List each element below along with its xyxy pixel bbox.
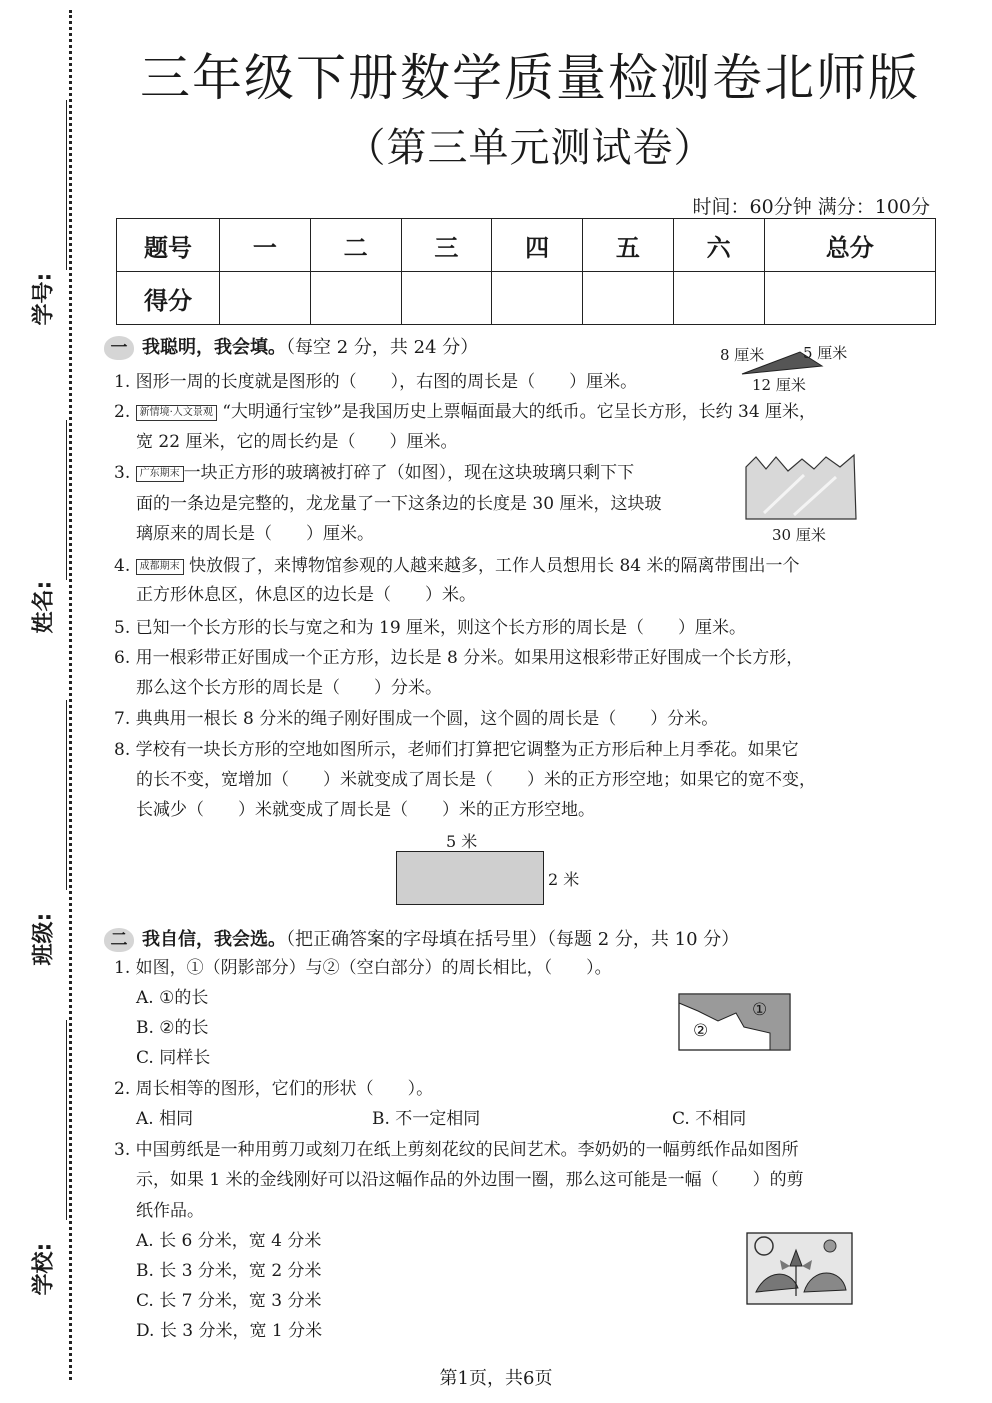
- score-header-cell: 四: [492, 219, 583, 272]
- student-name-label: 姓名:: [31, 580, 57, 634]
- s2-q2-option-b[interactable]: B. 不一定相同: [372, 1109, 481, 1129]
- s1-q3-line2: 面的一条边是完整的，龙龙量了一下这条边的长度是 30 厘米，这块玻: [136, 494, 662, 514]
- s1-question-5: 5. 已知一个长方形的长与宽之和为 19 厘米，则这个长方形的周长是（ ）厘米。: [114, 618, 747, 638]
- section1-note: （每空 2 分，共 24 分）: [286, 337, 479, 358]
- s1-q2-number: 2.: [114, 402, 131, 422]
- binding-dash-line: [69, 10, 72, 1380]
- score-input-cell[interactable]: [220, 272, 311, 325]
- s1-q4-line1: 快放假了，来博物馆参观的人越来越多，工作人员想用长 84 米的隔离带围出一个: [189, 556, 800, 576]
- rectangle-figure: [396, 851, 544, 905]
- score-input-cell[interactable]: [401, 272, 492, 325]
- page-subtitle: （第三单元测试卷）: [345, 125, 715, 171]
- s2-q3-option-a[interactable]: A. 长 6 分米，宽 4 分米: [136, 1231, 322, 1251]
- s1-q8-line3: 长减少（ ）米就变成了周长是（ ）米的正方形空地。: [136, 800, 595, 820]
- s1-q3-line1: 一块正方形的玻璃被打碎了（如图），现在这块玻璃只剩下下: [183, 463, 635, 483]
- s2-q1-option-a[interactable]: A. ①的长: [136, 988, 209, 1008]
- s2-q3-option-d[interactable]: D. 长 3 分米，宽 1 分米: [136, 1321, 323, 1341]
- section1-badge: 一: [104, 336, 134, 360]
- class-line[interactable]: [66, 700, 67, 890]
- s1-question-6: 6. 用一根彩带正好围成一个正方形，边长是 8 分米。如果用这根彩带正好围成一个长方形，: [114, 648, 804, 668]
- triangle-label-left: 8 厘米: [720, 346, 765, 364]
- time-info: 时间：60分钟 满分：100分: [692, 196, 930, 218]
- student-id-field: [22, 90, 62, 330]
- s1-q8-line2: 的长不变，宽增加（ ）米就变成了周长是（ ）米的正方形空地；如果它的宽不变，: [136, 770, 816, 790]
- score-header-cell: 题号: [117, 219, 220, 272]
- s1-question-1: 1. 图形一周的长度就是图形的（ ），右图的周长是（ ）厘米。: [114, 372, 638, 392]
- s2-question-3: 3. 中国剪纸是一种用剪刀或刻刀在纸上剪刻花纹的民间艺术。李奶奶的一幅剪纸作品如图所: [114, 1140, 799, 1160]
- page-footer: 第1页，共6页: [439, 1368, 553, 1389]
- s1-q2-line2: 宽 22 厘米，它的周长约是（ ）厘米。: [136, 432, 458, 452]
- s2-q3-line3: 纸作品。: [136, 1201, 204, 1221]
- score-table: [116, 218, 936, 325]
- s1-question-7: 7. 典典用一根长 8 分米的绳子刚好围成一个圆，这个圆的周长是（ ）分米。: [114, 709, 719, 729]
- s2-question-1: 1. 如图，①（阴影部分）与②（空白部分）的周长相比，（ ）。: [114, 958, 612, 978]
- region-1-label: ①: [752, 1000, 768, 1020]
- broken-glass-figure: [744, 453, 860, 521]
- s1-q3-tag: 广东期末: [136, 466, 184, 482]
- s1-q4-line2: 正方形休息区，休息区的边长是（ ）米。: [136, 585, 476, 605]
- s1-question-4: [114, 551, 800, 581]
- s2-q1-option-b[interactable]: B. ②的长: [136, 1018, 209, 1038]
- score-header-cell: 五: [583, 219, 674, 272]
- student-name-field: [22, 400, 62, 640]
- s1-q6-line2: 那么这个长方形的周长是（ ）分米。: [136, 678, 442, 698]
- student-id-label: 学号:: [31, 272, 57, 326]
- score-table-header-row: [117, 219, 936, 272]
- score-input-cell[interactable]: [492, 272, 583, 325]
- score-table-score-row: [117, 272, 936, 325]
- score-input-cell[interactable]: [673, 272, 764, 325]
- page-title: 三年级下册数学质量检测卷北师版: [140, 49, 920, 107]
- section2-title: 我自信，我会选。: [142, 929, 286, 950]
- s2-q3-option-c[interactable]: C. 长 7 分米，宽 3 分米: [136, 1291, 322, 1311]
- s1-q3-line3: 璃原来的周长是（ ）厘米。: [136, 524, 374, 544]
- s2-q2-option-c[interactable]: C. 不相同: [672, 1109, 747, 1129]
- section2-badge: 二: [104, 928, 134, 952]
- score-header-cell: 六: [673, 219, 764, 272]
- section1-heading: [104, 333, 478, 360]
- s1-question-2: [114, 397, 816, 427]
- s1-question-8: 8. 学校有一块长方形的空地如图所示，老师们打算把它调整为正方形后种上月季花。如果它: [114, 740, 799, 760]
- s2-q1-option-c[interactable]: C. 同样长: [136, 1048, 211, 1068]
- glass-label: 30 厘米: [772, 526, 826, 544]
- s1-q4-number: 4.: [114, 556, 131, 576]
- score-row-label: 得分: [117, 272, 220, 325]
- class-label: 班级:: [31, 912, 57, 966]
- section2-note: （把正确答案的字母填在括号里）（每题 2 分，共 10 分）: [286, 929, 740, 950]
- s1-q4-tag: 成都期末: [136, 559, 184, 575]
- paper-cut-artwork: [746, 1232, 854, 1306]
- s1-q2-line1: “大明通行宝钞”是我国历史上票幅面最大的纸币。它呈长方形，长约 34 厘米，: [222, 402, 817, 422]
- s1-question-3: [114, 458, 634, 488]
- rect-label-right: 2 米: [548, 870, 580, 889]
- school-label: 学校:: [31, 1242, 57, 1296]
- score-header-cell: 二: [310, 219, 401, 272]
- school-field: [22, 1010, 62, 1296]
- s2-q3-option-b[interactable]: B. 长 3 分米，宽 2 分米: [136, 1261, 322, 1281]
- score-input-cell[interactable]: [310, 272, 401, 325]
- rect-label-top: 5 米: [446, 832, 478, 851]
- student-name-line[interactable]: [66, 420, 67, 580]
- s1-q2-tag: 新情境·人文景观: [136, 405, 217, 421]
- score-input-cell[interactable]: [764, 272, 936, 325]
- student-id-line[interactable]: [66, 100, 67, 270]
- section2-heading: [104, 925, 739, 952]
- score-header-cell: 一: [220, 219, 311, 272]
- class-field: [22, 700, 62, 966]
- school-line[interactable]: [66, 1020, 67, 1220]
- s2-q2-option-a[interactable]: A. 相同: [136, 1109, 194, 1129]
- section1-title: 我聪明，我会填。: [142, 337, 286, 358]
- s2-q3-line2: 示，如果 1 米的金线刚好可以沿这幅作品的外边围一圈，那么这可能是一幅（ ）的剪: [136, 1170, 804, 1190]
- triangle-label-right: 5 厘米: [803, 344, 848, 362]
- triangle-label-bottom: 12 厘米: [752, 376, 806, 394]
- score-header-cell: 三: [401, 219, 492, 272]
- score-header-cell: 总分: [764, 219, 936, 272]
- s1-q3-number: 3.: [114, 463, 131, 483]
- s2-question-2: 2. 周长相等的图形，它们的形状（ ）。: [114, 1079, 434, 1099]
- region-2-label: ②: [693, 1021, 709, 1041]
- score-input-cell[interactable]: [583, 272, 674, 325]
